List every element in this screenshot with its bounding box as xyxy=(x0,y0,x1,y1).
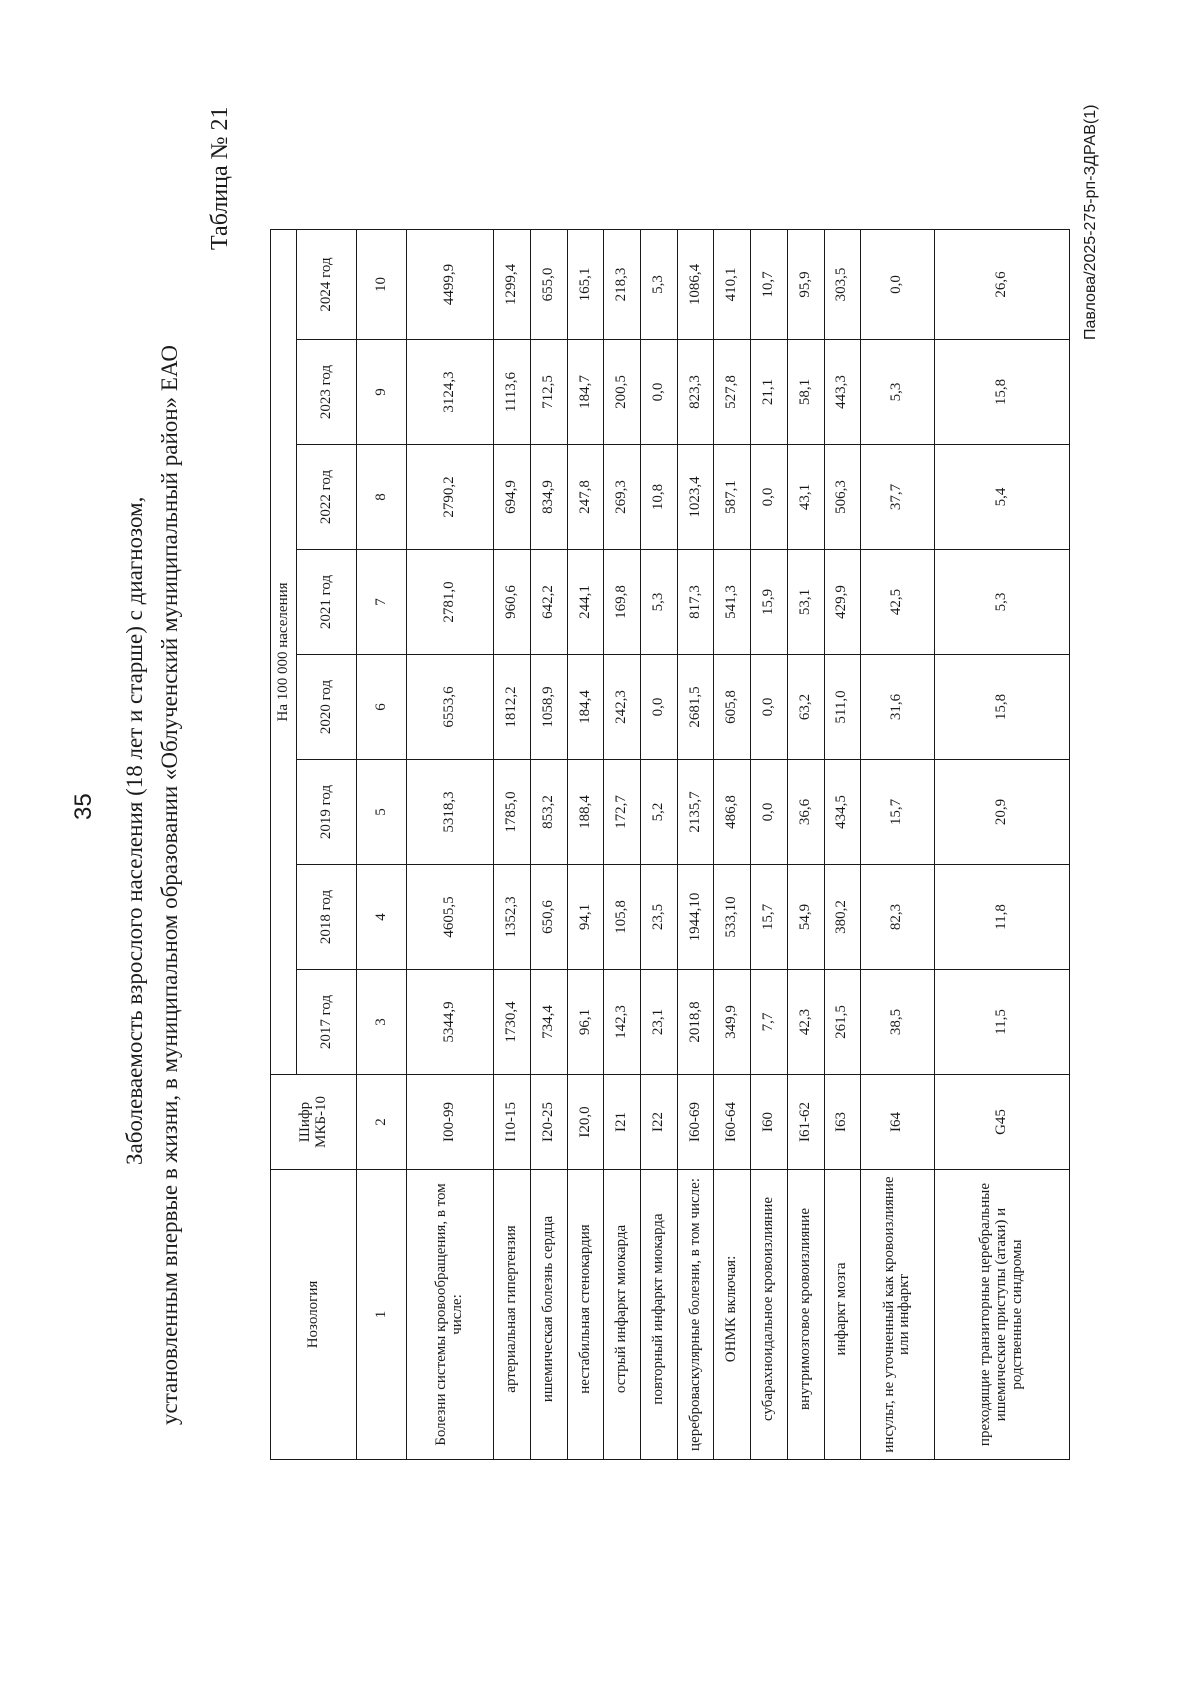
row-value: 269,3 xyxy=(604,445,641,550)
table-caption: Таблица № 21 xyxy=(207,106,233,250)
column-number: 9 xyxy=(357,340,407,445)
header-icd-code: Шифр МКБ-10 xyxy=(271,1075,357,1170)
row-value: 5344,9 xyxy=(407,970,494,1075)
row-value: 712,5 xyxy=(531,340,568,445)
row-value: 429,9 xyxy=(824,550,861,655)
row-value: 527,8 xyxy=(714,340,751,445)
column-number: 6 xyxy=(357,655,407,760)
row-nosology: инсульт, не уточненный как кровоизлияние или инфаркт xyxy=(861,1170,934,1460)
header-year: 2017 год xyxy=(297,970,357,1075)
row-value: 541,3 xyxy=(714,550,751,655)
row-value: 53,1 xyxy=(787,550,824,655)
row-value: 0,0 xyxy=(751,445,788,550)
row-icd-code: I22 xyxy=(641,1075,678,1170)
row-value: 0,0 xyxy=(861,229,934,339)
row-value: 834,9 xyxy=(531,445,568,550)
row-nosology: цереброваскулярные болезни, в том числе: xyxy=(677,1170,714,1460)
row-value: 2135,7 xyxy=(677,760,714,865)
row-icd-code: G45 xyxy=(934,1075,1069,1170)
row-value: 11,8 xyxy=(934,865,1069,970)
header-year: 2020 год xyxy=(297,655,357,760)
row-value: 37,7 xyxy=(861,445,934,550)
header-per-100000: На 100 000 населения xyxy=(271,229,297,1074)
row-value: 587,1 xyxy=(714,445,751,550)
row-value: 11,5 xyxy=(934,970,1069,1075)
table-row xyxy=(531,229,568,1459)
row-value: 42,5 xyxy=(861,550,934,655)
row-value: 1058,9 xyxy=(531,655,568,760)
row-value: 0,0 xyxy=(641,655,678,760)
row-value: 38,5 xyxy=(861,970,934,1075)
row-icd-code: I63 xyxy=(824,1075,861,1170)
row-value: 3124,3 xyxy=(407,340,494,445)
row-value: 0,0 xyxy=(751,760,788,865)
row-icd-code: I60 xyxy=(751,1075,788,1170)
row-value: 42,3 xyxy=(787,970,824,1075)
table-row xyxy=(934,229,1069,1459)
header-year: 2018 год xyxy=(297,865,357,970)
row-icd-code: I00-99 xyxy=(407,1075,494,1170)
row-value: 1023,4 xyxy=(677,445,714,550)
column-number: 5 xyxy=(357,760,407,865)
row-value: 1113,6 xyxy=(494,340,531,445)
column-number: 4 xyxy=(357,865,407,970)
row-value: 23,1 xyxy=(641,970,678,1075)
row-value: 5,3 xyxy=(641,229,678,339)
table-row xyxy=(824,229,861,1459)
column-number: 8 xyxy=(357,445,407,550)
row-value: 2790,2 xyxy=(407,445,494,550)
row-value: 15,8 xyxy=(934,340,1069,445)
row-value: 349,9 xyxy=(714,970,751,1075)
row-value: 54,9 xyxy=(787,865,824,970)
row-value: 511,0 xyxy=(824,655,861,760)
row-value: 443,3 xyxy=(824,340,861,445)
row-value: 96,1 xyxy=(567,970,604,1075)
row-value: 36,6 xyxy=(787,760,824,865)
row-icd-code: I61-62 xyxy=(787,1075,824,1170)
row-value: 694,9 xyxy=(494,445,531,550)
row-value: 5,3 xyxy=(641,550,678,655)
row-value: 261,5 xyxy=(824,970,861,1075)
row-value: 21,1 xyxy=(751,340,788,445)
table-row xyxy=(714,229,751,1459)
row-nosology: преходящие транзиторные церебральные ишемические приступы (атаки) и родственные синдромы xyxy=(934,1170,1069,1460)
row-value: 169,8 xyxy=(604,550,641,655)
header-year: 2019 год xyxy=(297,760,357,865)
row-nosology: артериальная гипертензия xyxy=(494,1170,531,1460)
table-row xyxy=(567,229,604,1459)
row-value: 5,3 xyxy=(934,550,1069,655)
row-value: 218,3 xyxy=(604,229,641,339)
row-nosology: ОНМК включая: xyxy=(714,1170,751,1460)
document-footer-code: Павлова/2025-275-рп-ЗДРАВ(1) xyxy=(1082,104,1099,340)
table-row xyxy=(641,229,678,1459)
row-icd-code: I60-64 xyxy=(714,1075,751,1170)
row-value: 172,7 xyxy=(604,760,641,865)
row-icd-code: I10-15 xyxy=(494,1075,531,1170)
row-value: 2681,5 xyxy=(677,655,714,760)
column-number: 3 xyxy=(357,970,407,1075)
column-number: 10 xyxy=(357,229,407,339)
row-value: 506,3 xyxy=(824,445,861,550)
row-value: 5,4 xyxy=(934,445,1069,550)
table-row xyxy=(861,229,934,1459)
row-value: 817,3 xyxy=(677,550,714,655)
table-row xyxy=(407,229,494,1459)
page-number: 35 xyxy=(70,793,97,820)
row-nosology: острый инфаркт миокарда xyxy=(604,1170,641,1460)
row-value: 95,9 xyxy=(787,229,824,339)
row-value: 823,3 xyxy=(677,340,714,445)
row-value: 486,8 xyxy=(714,760,751,865)
header-year: 2021 год xyxy=(297,550,357,655)
header-year: 2023 год xyxy=(297,340,357,445)
row-icd-code: I64 xyxy=(861,1075,934,1170)
row-value: 165,1 xyxy=(567,229,604,339)
row-value: 31,6 xyxy=(861,655,934,760)
row-icd-code: I20,0 xyxy=(567,1075,604,1170)
row-value: 605,8 xyxy=(714,655,751,760)
row-value: 1785,0 xyxy=(494,760,531,865)
row-value: 15,9 xyxy=(751,550,788,655)
header-nosology: Нозология xyxy=(271,1170,357,1460)
row-nosology: повторный инфаркт миокарда xyxy=(641,1170,678,1460)
row-nosology: внутримозговое кровоизлияние xyxy=(787,1170,824,1460)
row-value: 1086,4 xyxy=(677,229,714,339)
morbidity-table xyxy=(270,229,1070,1460)
row-value: 23,5 xyxy=(641,865,678,970)
row-value: 184,4 xyxy=(567,655,604,760)
row-icd-code: I60-69 xyxy=(677,1075,714,1170)
table-title-line-1: Заболеваемость взрослого населения (18 лет и старше) с диагнозом, xyxy=(122,496,147,1165)
row-value: 94,1 xyxy=(567,865,604,970)
row-value: 2781,0 xyxy=(407,550,494,655)
table-title-line-2: установленным впервые в жизни, в муниципальном образовании «Облученский муниципальный район» ЕАО xyxy=(157,345,182,1425)
row-value: 58,1 xyxy=(787,340,824,445)
row-value: 0,0 xyxy=(751,655,788,760)
row-nosology: инфаркт мозга xyxy=(824,1170,861,1460)
row-value: 4499,9 xyxy=(407,229,494,339)
row-value: 303,5 xyxy=(824,229,861,339)
row-value: 6553,6 xyxy=(407,655,494,760)
row-value: 655,0 xyxy=(531,229,568,339)
row-value: 960,6 xyxy=(494,550,531,655)
row-value: 853,2 xyxy=(531,760,568,865)
row-value: 20,9 xyxy=(934,760,1069,865)
row-value: 247,8 xyxy=(567,445,604,550)
row-value: 242,3 xyxy=(604,655,641,760)
column-number: 2 xyxy=(357,1075,407,1170)
table-row xyxy=(494,229,531,1459)
row-value: 0,0 xyxy=(641,340,678,445)
row-value: 188,4 xyxy=(567,760,604,865)
row-value: 10,7 xyxy=(751,229,788,339)
row-value: 410,1 xyxy=(714,229,751,339)
table-row xyxy=(751,229,788,1459)
row-value: 650,6 xyxy=(531,865,568,970)
row-value: 43,1 xyxy=(787,445,824,550)
row-value: 380,2 xyxy=(824,865,861,970)
row-value: 4605,5 xyxy=(407,865,494,970)
row-nosology: нестабильная стенокардия xyxy=(567,1170,604,1460)
row-nosology: Болезни системы кровообращения, в том числе: xyxy=(407,1170,494,1460)
row-icd-code: I21 xyxy=(604,1075,641,1170)
row-value: 26,6 xyxy=(934,229,1069,339)
header-year: 2024 год xyxy=(297,229,357,339)
row-value: 184,7 xyxy=(567,340,604,445)
row-value: 244,1 xyxy=(567,550,604,655)
table-row xyxy=(787,229,824,1459)
row-value: 82,3 xyxy=(861,865,934,970)
row-value: 5,2 xyxy=(641,760,678,865)
row-value: 1730,4 xyxy=(494,970,531,1075)
row-value: 734,4 xyxy=(531,970,568,1075)
row-nosology: субарахноидальное кровоизлияние xyxy=(751,1170,788,1460)
row-value: 2018,8 xyxy=(677,970,714,1075)
row-value: 15,7 xyxy=(861,760,934,865)
row-value: 434,5 xyxy=(824,760,861,865)
column-number: 7 xyxy=(357,550,407,655)
row-icd-code: I20-25 xyxy=(531,1075,568,1170)
column-number: 1 xyxy=(357,1170,407,1460)
row-value: 1812,2 xyxy=(494,655,531,760)
row-value: 1352,3 xyxy=(494,865,531,970)
row-value: 200,5 xyxy=(604,340,641,445)
row-value: 533,10 xyxy=(714,865,751,970)
row-value: 642,2 xyxy=(531,550,568,655)
row-value: 5318,3 xyxy=(407,760,494,865)
table-row xyxy=(604,229,641,1459)
header-year: 2022 год xyxy=(297,445,357,550)
row-value: 63,2 xyxy=(787,655,824,760)
row-value: 7,7 xyxy=(751,970,788,1075)
row-value: 105,8 xyxy=(604,865,641,970)
row-value: 142,3 xyxy=(604,970,641,1075)
row-value: 15,8 xyxy=(934,655,1069,760)
row-nosology: ишемическая болезнь сердца xyxy=(531,1170,568,1460)
morbidity-table-container xyxy=(270,230,1070,1460)
table-row xyxy=(677,229,714,1459)
row-value: 1944,10 xyxy=(677,865,714,970)
row-value: 5,3 xyxy=(861,340,934,445)
row-value: 1299,4 xyxy=(494,229,531,339)
row-value: 15,7 xyxy=(751,865,788,970)
row-value: 10,8 xyxy=(641,445,678,550)
